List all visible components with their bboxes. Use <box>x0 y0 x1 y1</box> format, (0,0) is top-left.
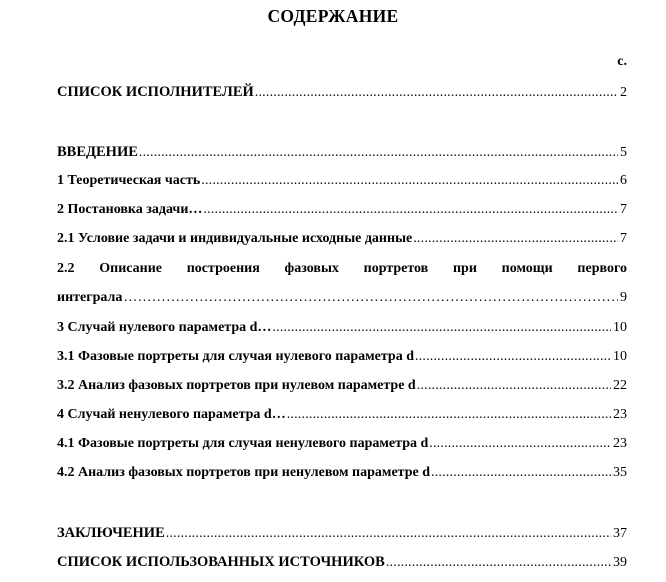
toc-entry-title-line2: интеграла <box>57 290 123 305</box>
leader-dots <box>255 85 618 101</box>
toc-entry-page: 10 <box>613 349 627 364</box>
leader-dots <box>429 436 611 452</box>
leader-dots <box>166 526 611 542</box>
page-column-label: с. <box>617 54 627 69</box>
toc-entry-title: 2 Постановка задачи… <box>57 202 203 217</box>
toc-entry-page: 23 <box>613 407 627 422</box>
toc-entry-page: 23 <box>613 436 627 451</box>
leader-dots <box>431 465 611 481</box>
toc-entry-page: 10 <box>613 320 627 335</box>
toc-title: СОДЕРЖАНИЕ <box>267 6 399 26</box>
toc-entry-title: 3 Случай нулевого параметра d… <box>57 320 272 335</box>
toc-entry-title: СПИСОК ИСПОЛЬЗОВАННЫХ ИСТОЧНИКОВ <box>57 554 385 570</box>
toc-entry-executors[interactable] <box>57 84 627 101</box>
toc-entry-page: 7 <box>620 231 627 246</box>
toc-entry-title: 1 Теоретическая часть <box>57 173 201 188</box>
toc-entry-page: 5 <box>620 145 627 160</box>
toc-entry-zero-d-analysis[interactable] <box>57 378 627 394</box>
toc-entry-page: 37 <box>613 526 627 541</box>
leader-dots <box>417 378 611 394</box>
toc-entry-nonzero-d-analysis[interactable] <box>57 465 627 481</box>
toc-entry-title: СПИСОК ИСПОЛНИТЕЛЕЙ <box>57 84 254 100</box>
toc-entry-page: 7 <box>620 202 627 217</box>
toc-entry-references[interactable] <box>57 554 627 571</box>
toc-entry-title-line1: 2.2 Описание построения фазовых портретов при помощи первого <box>57 261 627 276</box>
leader-dots <box>272 320 611 336</box>
leader-dots <box>287 407 611 423</box>
leader-dots <box>201 173 618 189</box>
leader-dots <box>123 290 618 306</box>
toc-entry-zero-d-case[interactable] <box>57 320 627 336</box>
toc-entry-page: 2 <box>620 85 627 100</box>
toc-entry-conclusion[interactable] <box>57 525 627 542</box>
leader-dots <box>386 555 611 571</box>
toc-entry-title: 4 Случай ненулевого параметра d… <box>57 407 286 422</box>
leader-dots <box>415 349 611 365</box>
toc-entry-page: 39 <box>613 555 627 570</box>
toc-entry-page: 9 <box>620 290 627 305</box>
toc-entry-title: ВВЕДЕНИЕ <box>57 144 138 160</box>
toc-entry-phase-portraits-description[interactable] <box>57 261 627 306</box>
toc-entry-theory[interactable] <box>57 173 627 189</box>
toc-entry-zero-d-portraits[interactable] <box>57 349 627 365</box>
toc-entry-problem-conditions[interactable] <box>57 231 627 247</box>
toc-entry-title: 4.2 Анализ фазовых портретов при ненулевом параметре d <box>57 465 430 480</box>
toc-entry-page: 22 <box>613 378 627 393</box>
leader-dots <box>139 145 618 161</box>
toc-entry-problem-statement[interactable] <box>57 202 627 218</box>
toc-entry-title: ЗАКЛЮЧЕНИЕ <box>57 525 165 541</box>
toc-entry-introduction[interactable] <box>57 144 627 161</box>
toc-entry-page: 6 <box>620 173 627 188</box>
toc-entry-page: 35 <box>613 465 627 480</box>
toc-entry-title: 3.1 Фазовые портреты для случая нулевого параметра d <box>57 349 414 364</box>
leader-dots <box>203 202 618 218</box>
leader-dots <box>413 231 618 247</box>
toc-entry-nonzero-d-portraits[interactable] <box>57 436 627 452</box>
toc-entry-title: 2.1 Условие задачи и индивидуальные исходные данные <box>57 231 413 246</box>
toc-entry-nonzero-d-case[interactable] <box>57 407 627 423</box>
toc-entry-title: 3.2 Анализ фазовых портретов при нулевом параметре d <box>57 378 416 393</box>
toc-entry-title: 4.1 Фазовые портреты для случая ненулевого параметра d <box>57 436 429 451</box>
